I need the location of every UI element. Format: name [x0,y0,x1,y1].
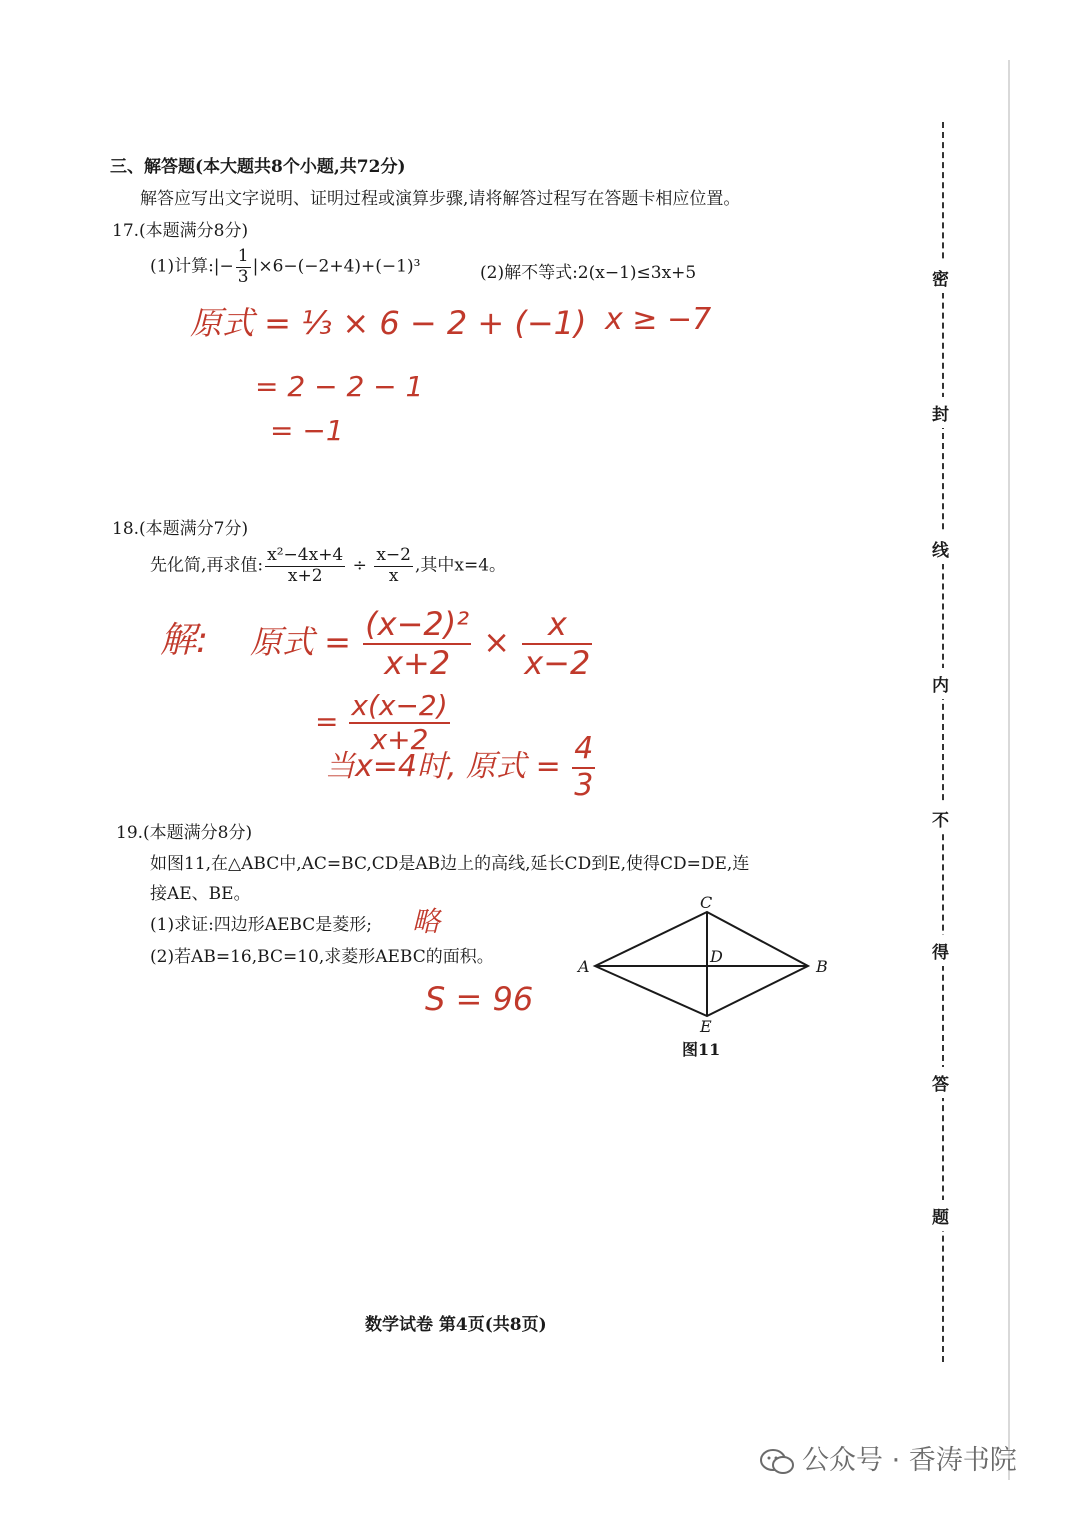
q17-part1 [150,247,420,287]
frac-denominator: x+2 [287,565,323,586]
q19-part1: (1)求证:四边形AEBC是菱形; [150,915,373,935]
wechat-icon [760,1448,794,1476]
q18-header: 18.(本题满分7分) [112,519,249,539]
q19-hw-part2: S = 96 [425,980,534,1018]
q19-stem-line1: 如图11,在△ABC中,AC=BC,CD是AB边上的高线,延长CD到E,使得CD=DE,连 [150,854,750,874]
page-footer: 数学试卷 第4页(共8页) [365,1315,547,1335]
q18-suffix: ,其中x=4。 [414,555,507,576]
seal-char: 密 [932,262,949,293]
q18-fraction-1 [265,546,345,586]
frac-denominator: 3 [237,266,249,287]
figure-caption: 图11 [682,1040,721,1059]
label-a: A [578,957,590,976]
frac-denominator: x+2 [384,643,451,682]
seal-dashed-line [942,122,944,1362]
section-instruction: 解答应写出文字说明、证明过程或演算步骤,请将解答过程写在答题卡相应位置。 [140,189,741,209]
q18-hw-line1 [250,606,594,682]
q18-fraction-2 [374,546,413,586]
watermark [760,1438,1017,1477]
seal-char: 题 [932,1200,949,1231]
q18-hw-line3 [325,732,597,803]
seal-char: 答 [932,1067,949,1098]
label-c: C [700,893,713,912]
q18-hw-eq: = [315,705,339,739]
q18-hw-fraction-1 [363,606,471,682]
q19-header: 19.(本题满分8分) [116,823,253,843]
rhombus-aebc [595,912,808,1016]
q17-hw-line2: = 2 − 2 − 1 [255,370,424,403]
q17-part1-prefix: (1)计算:|− [150,256,234,277]
frac-numerator: 1 [237,246,249,266]
frac-numerator: x [522,606,592,645]
q18-hw-times: × [483,622,511,661]
frac-denominator: 3 [574,767,594,803]
q17-header: 17.(本题满分8分) [112,221,249,241]
frac-numerator: x(x−2) [349,690,449,724]
q17-part2: (2)解不等式:2(x−1)≤3x+5 [480,263,697,283]
frac-denominator: x+2 [370,723,429,757]
frac-denominator: x [388,565,399,586]
q18-prefix: 先化简,再求值: [150,555,264,576]
q18-hw-fraction-2 [522,606,592,682]
q17-hw-line1: 原式 = ⅓ × 6 − 2 + (−1) [190,304,587,342]
q19-hw-part1: 略 [412,905,441,938]
q18-hw-fraction-4 [572,732,595,803]
seal-char: 得 [932,935,949,966]
seal-char: 不 [932,803,949,834]
q18-operator: ÷ [352,555,367,576]
label-d: D [710,947,723,966]
frac-numerator: 4 [572,732,595,769]
frac-numerator: (x−2)² [365,605,470,643]
q19-part2: (2)若AB=16,BC=10,求菱形AEBC的面积。 [150,947,494,967]
figure-11 [570,890,840,1065]
seal-char: 内 [932,668,949,699]
watermark-text: 公众号 · 香涛书院 [802,1445,1017,1476]
label-e: E [700,1017,712,1036]
q18-hw-label: 解: [160,620,209,661]
q19-stem-line2: 接AE、BE。 [150,884,251,904]
frac-denominator: x−2 [524,643,591,682]
seal-char: 线 [932,533,949,564]
q17-hw-part2: x ≥ −7 [605,302,712,337]
label-b: B [816,957,828,976]
frac-numerator: x²−4x+4 [267,545,344,565]
q17-fraction [236,247,251,287]
q18-hw-line3-text: 当x=4时, 原式 = [325,749,561,784]
q17-hw-line3: = −1 [270,414,344,447]
frac-numerator: x−2 [376,545,411,565]
q18-hw-line1-left: 原式 = [250,622,351,661]
section-title: 三、解答题(本大题共8个小题,共72分) [110,157,406,177]
q17-part1-suffix: |×6−(−2+4)+(−1)³ [252,256,421,277]
page-edge-line [1008,60,1010,1480]
q18-stem [150,546,506,586]
seal-char: 封 [932,397,949,428]
